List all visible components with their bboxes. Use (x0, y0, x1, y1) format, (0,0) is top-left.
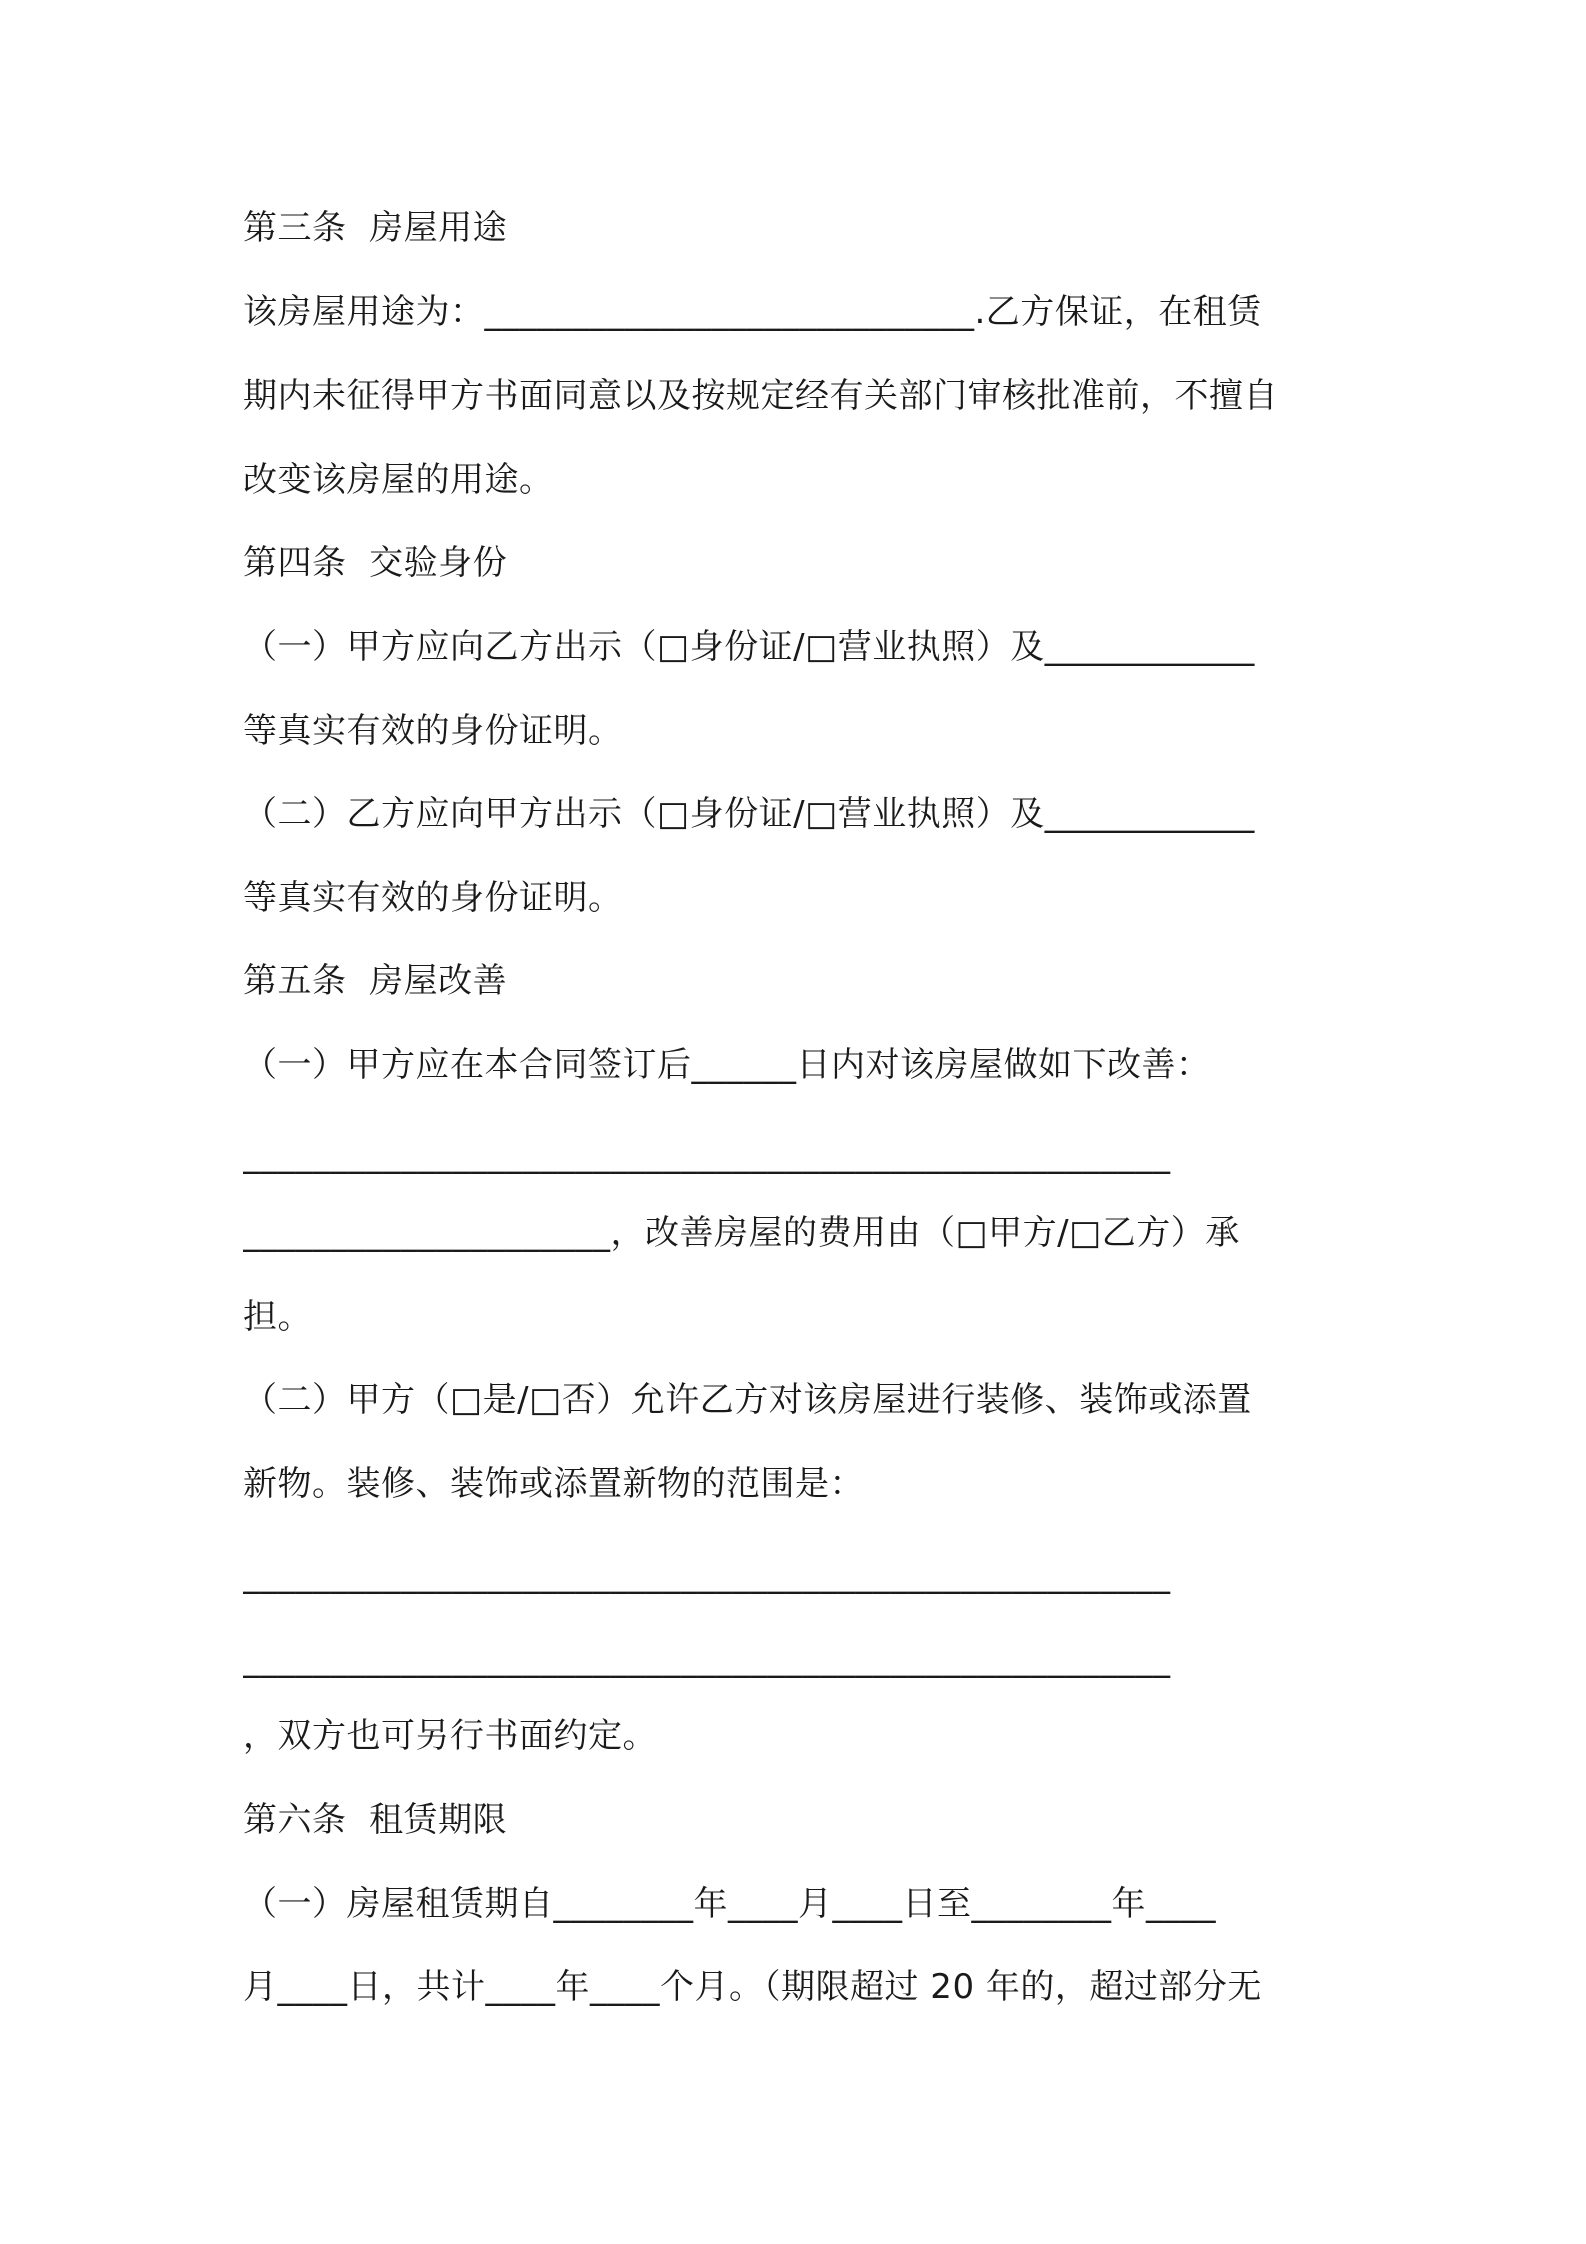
article-5-blank-line-3: _____________________________________________________ (243, 1639, 1171, 1679)
article-3-heading: 第三条 房屋用途 (243, 208, 508, 248)
article-5-heading: 第五条 房屋改善 (243, 961, 508, 1001)
article-4-clause-1-line-1: （一）甲方应向乙方出示（□身份证/□营业执照）及____________ (243, 627, 1255, 667)
article-4-clause-1-line-2: 等真实有效的身份证明。 (243, 711, 623, 751)
article-5-clause-1-line-3: 担。 (243, 1297, 312, 1337)
article-4-clause-2-line-2: 等真实有效的身份证明。 (243, 878, 623, 918)
article-5-clause-1-line-1: （一）甲方应在本合同签订后______日内对该房屋做如下改善： (243, 1045, 1211, 1085)
article-3-text-line-2: 期内未征得甲方书面同意以及按规定经有关部门审核批准前，不擅自 (243, 376, 1278, 416)
article-5-clause-2-line-1: （二）甲方（□是/□否）允许乙方对该房屋进行装修、装饰或添置 (243, 1380, 1252, 1420)
article-3-text-line-1: 该房屋用途为：____________________________.乙方保证，在租赁 (243, 292, 1262, 332)
article-6-heading: 第六条 租赁期限 (243, 1800, 508, 1840)
article-6-clause-1-line-1: （一）房屋租赁期自________年____月____日至________年____ (243, 1884, 1216, 1924)
article-6-clause-1-line-2: 月____日，共计____年____个月。（期限超过 20 年的，超过部分无 (243, 1967, 1262, 2007)
article-3-text-line-3: 改变该房屋的用途。 (243, 460, 554, 500)
article-4-heading: 第四条 交验身份 (243, 543, 508, 583)
article-5-clause-2-line-2: 新物。装修、装饰或添置新物的范围是： (243, 1464, 864, 1504)
article-4-clause-2-line-1: （二）乙方应向甲方出示（□身份证/□营业执照）及____________ (243, 794, 1255, 834)
article-5-blank-line-1: _____________________________________________________ (243, 1135, 1171, 1175)
article-5-blank-line-2: _____________________________________________________ (243, 1555, 1171, 1595)
article-5-clause-2-line-3: ，双方也可另行书面约定。 (243, 1716, 657, 1756)
article-5-clause-1-line-2: _____________________，改善房屋的费用由（□甲方/□乙方）承 (243, 1213, 1240, 1253)
